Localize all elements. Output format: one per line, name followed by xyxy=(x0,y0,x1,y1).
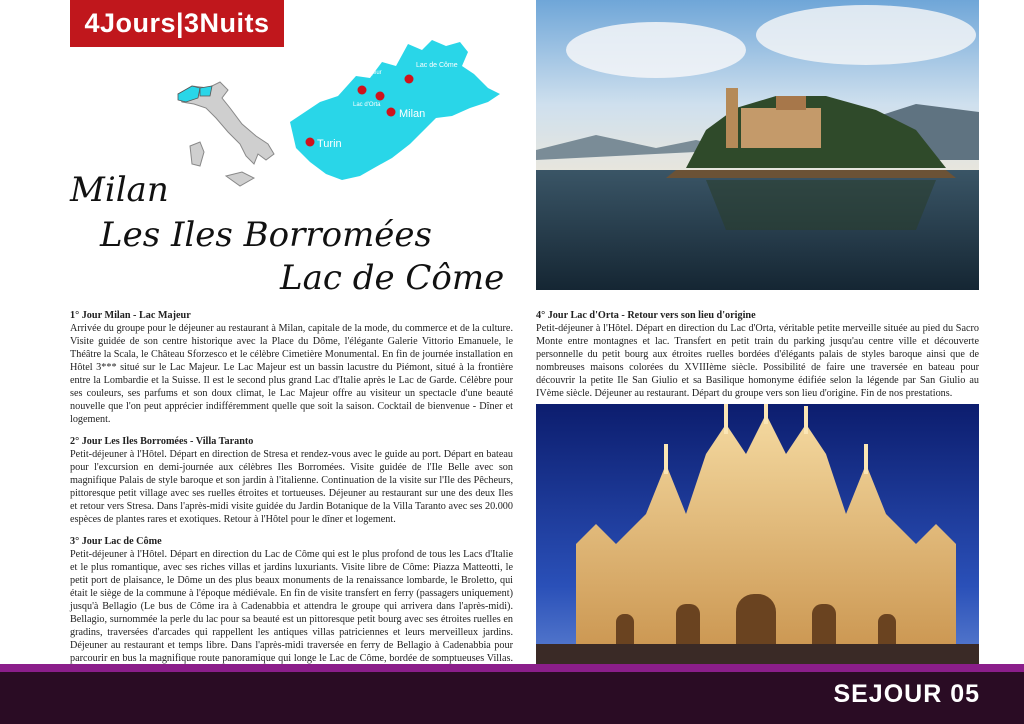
milan-cathedral-photo xyxy=(536,404,979,664)
day-2-heading: 2° Jour Les Iles Borromées - Villa Taranto xyxy=(70,436,254,447)
lake-villa-photo xyxy=(536,0,979,290)
map-label-lac-majeur: Lac Majeur xyxy=(352,70,382,76)
itinerary-right-column xyxy=(536,300,979,409)
pin-milan xyxy=(387,108,396,117)
footer-sejour-label: SEJOUR 05 xyxy=(833,680,980,708)
title-milan: Milan xyxy=(70,170,169,210)
pin-lac-orta xyxy=(376,92,385,101)
day-1-heading: 1° Jour Milan - Lac Majeur xyxy=(70,310,191,321)
title-iles-borromees: Les Iles Borromées xyxy=(100,215,432,255)
day-2-text: Petit-déjeuner à l'Hôtel. Départ en direction de Stresa et rendez-vous avec le guide au port. Départ en bateau pour l'excursion en demi-journée aux célèbres Iles Borromées. Visite guidée de l'Ile Belle avec son magnifique Palais de style baroque et son jardin à l'italienne. Continuation de la visite sur l'Ile des Pêcheurs, pittoresque petit village avec ses ruelles étroites et tortueuses. Déjeuner au restaurant sur une des deux Iles et retour vers Stresa. Dans l'après-midi visite guidée du Jardin Botanique de la Villa Taranto avec ses 20.000 espèces de plantes rares et exotiques. Retour à l'Hôtel pour le dîner et logement. xyxy=(70,449,513,525)
map-label-lac-de-come: Lac de Côme xyxy=(416,62,458,69)
map-label-turin: Turin xyxy=(317,138,342,150)
day-3-text: Petit-déjeuner à l'Hôtel. Départ en direction du Lac de Côme qui est le plus profond de tous les Lacs d'Italie et le plus romantique, avec ses riches villas et jardins luxuriants. Visite libre de Côme: Piazza Matteotti, le petit port de plaisance, le Dôme un des plus beaux monuments de la renaissance lombarde, le Broletto, qui était le siège de la commune à l'époque médiévale. En fin de visite transfert en ferry (passagers uniquement) jusqu'à Bellagio (Le bus de Côme ira à Cadenabbia et attendra le groupe qui arrivera dans l'après-midi). Bellagio, surnommée la perle du lac pour sa beauté est un pittoresque petit bourg avec ses étroites ruelles en gradins, traversées d'arcades qui rappellent les antiques villas patriciennes et leurs merveilleux jardins. Déjeuner au restaurant et temps libre. Dans l'après-midi traversée en ferry de Bellagio à Cadenabbia pour parcourir en bus la magnifique route panoramique qui longe le Lac de Côme, bordée de somptueuses Villas. xyxy=(70,549,513,664)
duration-badge: 4Jours|3Nuits xyxy=(70,0,284,47)
pin-lac-majeur xyxy=(358,86,367,95)
footer-accent-line xyxy=(0,664,1024,672)
map-label-lac-orta: Lac d'Orta xyxy=(353,102,381,108)
day-4-text: Petit-déjeuner à l'Hôtel. Départ en direction du Lac d'Orta, véritable petite merveille située au pied du Sacro Monte entre montagnes et lac. Transfert en petit train du parking jusqu'au centre ville et découverte personnelle du petit bourg aux étroites ruelles bordées d'élégants palais de styles baroque ainsi que de nombreuses maisons colorées du XVIIIème siècle. Possibilité de faire une traversée en bateau pour découvrir la petite Ile San Giulio et sa Basilique homonyme édifiée selon la légende par San Giulio au IVème siècle. Déjeuner au restaurant. Départ du groupe vers son lieu d'origine. Fin de nos prestations. xyxy=(536,323,979,399)
day-4-heading: 4° Jour Lac d'Orta - Retour vers son lieu d'origine xyxy=(536,310,756,321)
day-1-text: Arrivée du groupe pour le déjeuner au restaurant à Milan, capitale de la mode, du commerce et de la culture. Visite guidée de son centre historique avec la Place du Dôme, l'élégante Galerie Vittorio Emanuele, le Théâtre la Scala, le Château Sforzesco et le célèbre Cimetière Monumental. En fin de journée installation en Hôtel 3*** situé sur le Lac Majeur. Le Lac Majeur est un bassin lacustre du Piémont, situé à la frontière entre la Lombardie et la Suisse. Il est le second plus grand Lac d'Italie après le Lac de Garde. Célèbre pour ses couleurs, ses parfums et son doux climat, le Lac Majeur offre au visiteur un spectacle d'une beauté nouvelle que l'on peut apprécier indifféremment quelle que soit la saison. Cocktail de bienvenue - Dîner et logement. xyxy=(70,323,513,425)
pin-turin xyxy=(306,138,315,147)
pin-lac-de-come xyxy=(405,75,414,84)
italy-outline xyxy=(178,82,274,186)
region-map xyxy=(170,36,510,206)
day-3-heading: 3° Jour Lac de Côme xyxy=(70,536,162,547)
itinerary-left-column xyxy=(70,300,513,687)
map-label-milan: Milan xyxy=(399,108,426,120)
title-lac-de-come: Lac de Côme xyxy=(280,258,505,298)
